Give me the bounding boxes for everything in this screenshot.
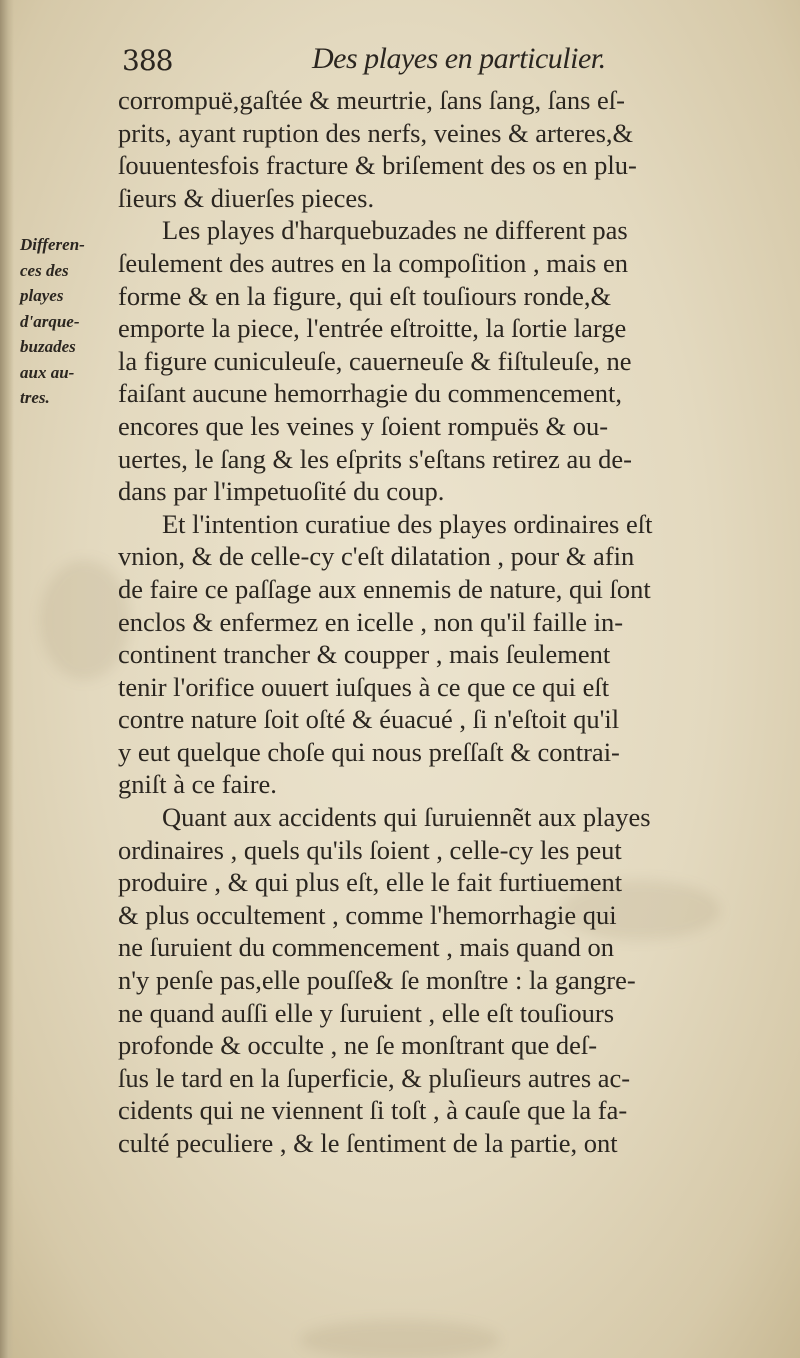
text-line: contre nature ſoit oſté & éuacué , ſi n'eſtoit qu'il bbox=[118, 704, 620, 735]
text-line: la figure cuniculeuſe, cauerneuſe & fiſtuleuſe, ne bbox=[118, 345, 632, 376]
running-title: Des playes en particulier. bbox=[312, 42, 606, 75]
text-line: prits, ayant ruption des nerfs, veines & arteres,& bbox=[118, 117, 634, 148]
text-line: Et l'intention curatiue des playes ordinaires eſt bbox=[162, 508, 653, 539]
text-line: vnion, & de celle-cy c'eſt dilatation , pour & afin bbox=[118, 541, 635, 572]
text-line: ordinaires , quels qu'ils ſoient , celle-cy les peut bbox=[118, 834, 622, 865]
text-line: ne ſuruient du commencement , mais quand on bbox=[118, 932, 615, 963]
text-line: de faire ce paſſage aux ennemis de nature, qui ſont bbox=[118, 573, 651, 604]
text-line: tenir l'orifice ouuert iuſques à ce que ce qui eſt bbox=[118, 671, 610, 702]
text-line: enclos & enfermez en icelle , non qu'il faille in- bbox=[118, 606, 624, 637]
text-line: ſouuentesfois fracture & briſement des os en plu- bbox=[118, 150, 637, 181]
text-line: ſieurs & diuerſes pieces. bbox=[118, 182, 375, 213]
text-line: cidents qui ne viennent ſi toſt , à cauſe que la fa- bbox=[118, 1095, 628, 1126]
text-line: ſeulement des autres en la compoſition , mais en bbox=[118, 247, 628, 278]
text-line: forme & en la figure, qui eſt touſiours ronde,& bbox=[118, 280, 612, 311]
text-line: & plus occultement , comme l'hemorrhagie qui bbox=[118, 899, 617, 930]
text-line: corrompuë,gaſtée & meurtrie, ſans ſang, ſans eſ- bbox=[118, 85, 625, 115]
running-head bbox=[0, 44, 800, 84]
body-text bbox=[118, 84, 794, 1160]
text-line: ne quand auſſi elle y ſuruient , elle eſt touſiours bbox=[118, 997, 615, 1028]
marginal-note-line: Differen- bbox=[20, 235, 85, 254]
page-number: 388 bbox=[122, 44, 173, 77]
paper-stain bbox=[40, 560, 130, 680]
text-line: n'y penſe pas,elle pouſſe& ſe monſtre : la gangre- bbox=[118, 965, 636, 996]
text-line: uertes, le ſang & les eſprits s'eſtans retirez au de- bbox=[118, 443, 632, 474]
marginal-note-line: ces des bbox=[20, 260, 69, 280]
marginal-note-line: tres. bbox=[20, 388, 50, 407]
marginal-note-line: d'arque- bbox=[20, 311, 80, 331]
page-binding-shadow bbox=[0, 0, 14, 1358]
paper-stain bbox=[300, 1320, 500, 1358]
text-line: emporte la piece, l'entrée eſtroitte, la ſortie large bbox=[118, 313, 627, 344]
marginal-note bbox=[20, 232, 130, 411]
marginal-note-line: aux au- bbox=[20, 362, 75, 382]
text-line: culté peculiere , & le ſentiment de la partie, ont bbox=[118, 1128, 618, 1158]
text-line: ſus le tard en la ſuperficie, & pluſieurs autres ac- bbox=[118, 1062, 631, 1093]
marginal-note-line: buzades bbox=[20, 337, 76, 356]
marginal-note-line: playes bbox=[20, 286, 64, 305]
text-line: continent trancher & coupper , mais ſeulement bbox=[118, 639, 611, 670]
text-line: Les playes d'harquebuzades ne different pas bbox=[162, 215, 628, 246]
text-line: y eut quelque choſe qui nous preſſaſt & contrai- bbox=[118, 736, 620, 767]
text-line: produire , & qui plus eſt, elle le fait furtiuement bbox=[118, 867, 623, 898]
text-line: dans par l'impetuoſité du coup. bbox=[118, 476, 445, 507]
text-line: gniſt à ce faire. bbox=[118, 769, 277, 800]
text-line: Quant aux accidents qui ſuruiennẽt aux playes bbox=[162, 802, 651, 833]
text-line: faiſant aucune hemorrhagie du commencement, bbox=[118, 378, 623, 409]
text-line: encores que les veines y ſoient rompuës & ou- bbox=[118, 410, 609, 441]
text-line: profonde & occulte , ne ſe monſtrant que deſ- bbox=[118, 1030, 598, 1061]
